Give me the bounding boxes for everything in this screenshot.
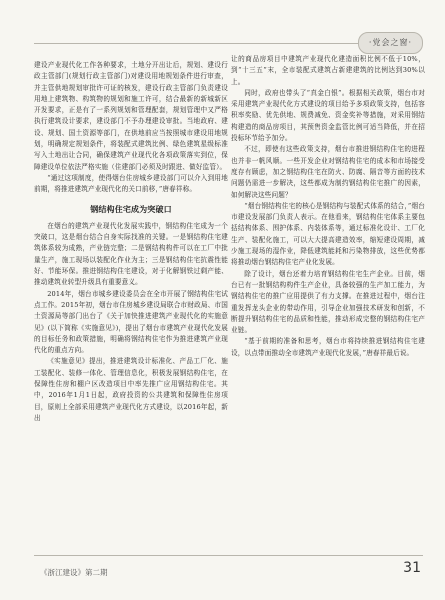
- section-heading: 钢结构住宅成为突破口: [90, 204, 172, 214]
- footer-rule: [34, 555, 423, 556]
- paragraph: 建设产业现代化工作各种要求，土地分开出让后，规划、建设行政主管部门(规划行政主管部门)对建设用地规划条件进行审查，并主管供地规划审批许可证的核发，建设行政主管部门负责建设用地上建筑物、构筑物的规划和施工许可，结合最新的新城新区开发要求，正是有了一系列规划和管理配套，规划管理中又严格执行建筑设计要求，建设部门不予办理建设审批。当地政府、建设、规划、国土资源等部门，在供地前应当按照城市建设用地规划，明确规定规划条件，将装配式建筑比例、绿色建筑星级标准写入土地出让合同，确保建筑产业现代化各项政策落实到位，保障建设单位依法严格实施（住建部门必须及时跟进、做好监管）。: [34, 61, 228, 171]
- paragraph: 《实施意见》提出，推进建筑设计标准化、产品工厂化、施工装配化、装修一体化、管理信息化，积极发展钢结构住宅，在保障性住房和棚户区改造项目中率先推广应用钢结构住宅。其中，2016年1月1日起，政府投资的公共建筑和保障性住房项目，原则上全部采用建筑产业现代化方式建设，以2016年起，新出: [34, 357, 228, 422]
- paragraph: 不过，即使有这些政策支持，烟台市推进钢结构住宅的进程也并非一帆风顺。一些开发企业对钢结构住宅的成本和市场接受度存有顾虑，加之钢结构住宅在防火、防腐、隔音等方面的技术问题仍需进一步解决，这些都成为制约钢结构住宅推广的因素，如何解决这些问题？: [231, 145, 425, 199]
- paragraph: 同时，政府也带头了“真金白银”。根据相关政策，烟台市对采用建筑产业现代化方式建设的项目给予多项政策支持，包括容积率奖励、优先供地、规费减免、资金奖补等措施，对采用钢结构建造的商品房项目，其预售资金监管比例可适当降低，并在招投标环节给予加分。: [231, 88, 425, 143]
- paragraph: 除了设计，烟台还着力培育钢结构住宅生产企业。目前，烟台已有一批钢结构构件生产企业，具备较强的生产加工能力，为钢结构住宅的推广应用提供了有力支撑。在推进过程中，烟台注重发挥龙头企业的带动作用，引导企业加强技术研发和创新，不断提升钢结构住宅的品质和性能，推动形成完整的钢结构住宅产业链。: [231, 269, 425, 335]
- left-paragraphs-before: [34, 60, 228, 196]
- paragraph: “通过这项制度，使得烟台住房城乡建设部门可以介入到用地前期，将推进建筑产业现代化的关口前移，”唐春祥称。: [34, 173, 228, 194]
- section-badge: ·党会之窗·: [358, 32, 423, 54]
- magazine-issue: 《浙江建设》第二期: [40, 568, 108, 577]
- left-column: [34, 60, 228, 424]
- paragraph: 让的商品房项目中建筑产业现代化建造面积比例不低于10%，到“十三五”末，全市装配式建筑占新建建筑的比例达到30%以上。: [231, 55, 425, 86]
- paragraph: “烟台钢结构住宅的核心是钢结构与装配式体系的结合，”烟台市建设发展部门负责人表示。在他看来，钢结构住宅体系主要包括结构体系、围护体系、内装体系等，通过标准化设计、工厂化生产、装配化施工，可以大大提高建造效率，缩短建设周期，减少施工现场的湿作业，降低建筑能耗和污染物排放，这些优势都将推动烟台钢结构住宅产业化发展。: [231, 201, 425, 267]
- paragraph: “基于前期的准备和思考，烟台市将持续推进钢结构住宅建设，以点带面推动全市建筑产业现代化发展，”唐春祥最后说。: [231, 337, 425, 357]
- right-column: [231, 54, 425, 359]
- page-number: 31: [403, 560, 421, 576]
- right-paragraphs: [231, 54, 425, 359]
- left-paragraphs-after: [34, 221, 228, 424]
- header-rule: [34, 43, 379, 44]
- paragraph: 2014年，烟台市城乡建设委员会在全市开展了钢结构住宅试点工作。2015年初，烟台市住房城乡建设局联合市财政局、市国土资源局等部门出台了《关于加快推进建筑产业现代化的实施意见》(以下简称《实施意见》)，提出了烟台市建筑产业现代化发展的目标任务和政策措施，明确将钢结构住宅作为推进建筑产业现代化的重点方向。: [34, 289, 228, 355]
- paragraph: 在烟台的建筑产业现代化发展实践中，钢结构住宅成为一个突破口，这是烟台结合自身实际找准的关键。一是钢结构住宅建筑体系较为成熟，产业链完整；二是钢结构构件可以在工厂中批量生产，施工现场以装配化作业为主；三是钢结构住宅抗震性能好、节能环保。推进钢结构住宅建设，对于化解钢铁过剩产能、推动建筑业转型升级具有重要意义。: [34, 221, 228, 287]
